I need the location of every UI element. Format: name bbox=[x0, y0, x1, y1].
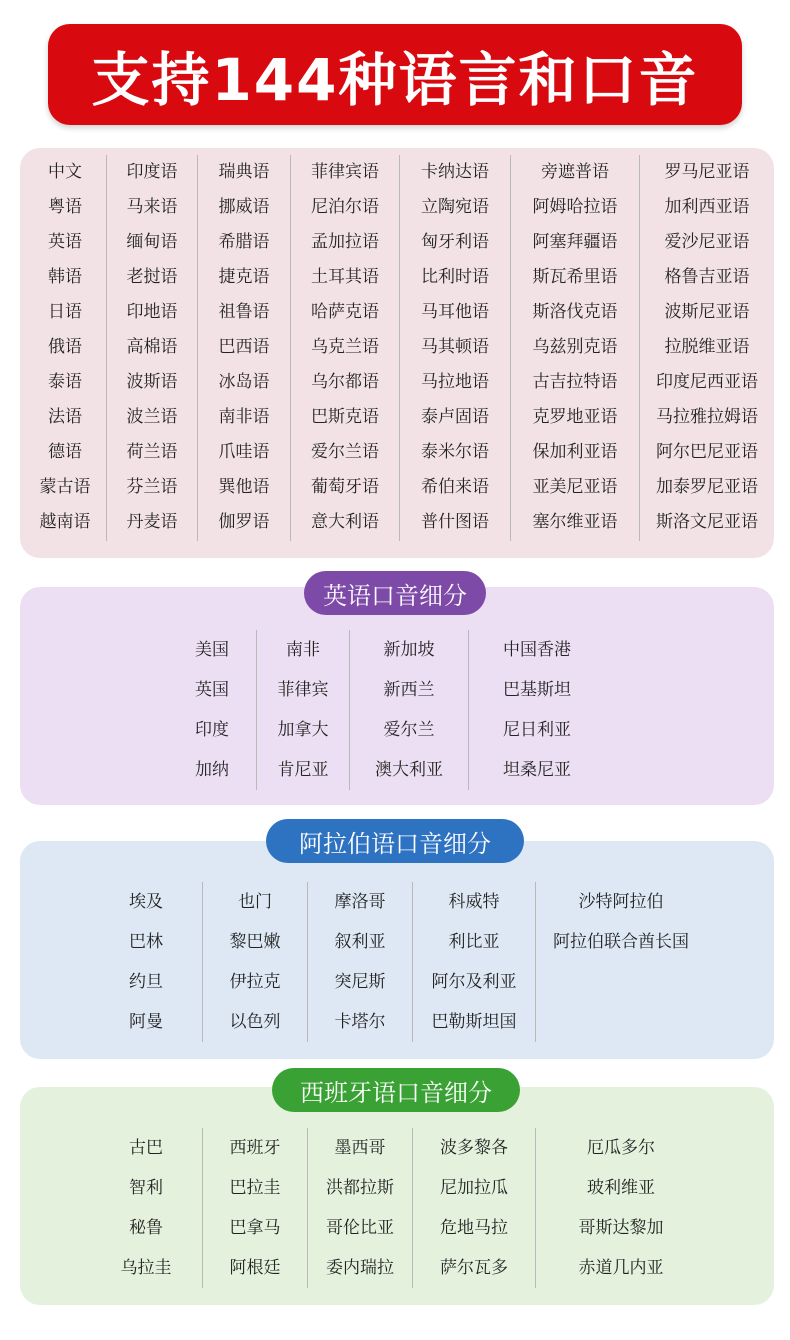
english-item: 英国 bbox=[195, 680, 229, 700]
english-column bbox=[168, 630, 257, 790]
arabic-column bbox=[413, 882, 536, 1042]
english-item: 加拿大 bbox=[277, 720, 329, 740]
spanish-item: 乌拉圭 bbox=[120, 1258, 172, 1278]
languages-item: 瑞典语 bbox=[218, 162, 270, 182]
languages-item: 拉脱维亚语 bbox=[664, 337, 750, 357]
page-title: 支持144种语言和口音 bbox=[91, 45, 699, 114]
spanish-item: 波多黎各 bbox=[440, 1138, 508, 1158]
languages-item: 芬兰语 bbox=[126, 477, 178, 497]
languages-column bbox=[640, 155, 774, 541]
languages-item: 乌克兰语 bbox=[311, 337, 379, 357]
english-item: 爱尔兰 bbox=[383, 720, 435, 740]
languages-item: 阿塞拜疆语 bbox=[532, 232, 618, 252]
english-column bbox=[469, 630, 605, 790]
languages-item: 意大利语 bbox=[311, 512, 379, 532]
english-item: 尼日利亚 bbox=[503, 720, 571, 740]
english-item: 中国香港 bbox=[503, 640, 571, 660]
languages-item: 爱沙尼亚语 bbox=[664, 232, 750, 252]
languages-item: 希腊语 bbox=[218, 232, 270, 252]
languages-column bbox=[107, 155, 198, 541]
languages-column bbox=[400, 155, 511, 541]
spanish-column bbox=[413, 1128, 536, 1288]
spanish-item: 萨尔瓦多 bbox=[440, 1258, 508, 1278]
arabic-column bbox=[536, 882, 706, 1042]
languages-item: 罗马尼亚语 bbox=[664, 162, 750, 182]
languages-item: 旁遮普语 bbox=[541, 162, 609, 182]
languages-item: 乌尔都语 bbox=[311, 372, 379, 392]
languages-item: 乌兹别克语 bbox=[532, 337, 618, 357]
spanish-item: 巴拉圭 bbox=[229, 1178, 281, 1198]
languages-item: 韩语 bbox=[48, 267, 82, 287]
languages-item: 印度语 bbox=[126, 162, 178, 182]
languages-item: 斯洛伐克语 bbox=[532, 302, 618, 322]
languages-item: 爪哇语 bbox=[218, 442, 270, 462]
languages-item: 阿尔巴尼亚语 bbox=[656, 442, 758, 462]
languages-item: 荷兰语 bbox=[126, 442, 178, 462]
spanish-item: 哥斯达黎加 bbox=[578, 1218, 664, 1238]
languages-item: 哈萨克语 bbox=[311, 302, 379, 322]
languages-item: 斯洛文尼亚语 bbox=[656, 512, 758, 532]
languages-item: 马拉地语 bbox=[421, 372, 489, 392]
arabic-column bbox=[90, 882, 203, 1042]
languages-item: 印度尼西亚语 bbox=[656, 372, 758, 392]
languages-item: 古吉拉特语 bbox=[532, 372, 618, 392]
languages-item: 英语 bbox=[48, 232, 82, 252]
spanish-column bbox=[90, 1128, 203, 1288]
languages-item: 普什图语 bbox=[421, 512, 489, 532]
spanish-item: 洪都拉斯 bbox=[326, 1178, 394, 1198]
arabic-item: 突尼斯 bbox=[334, 972, 386, 992]
languages-item: 巽他语 bbox=[218, 477, 270, 497]
languages-item: 比利时语 bbox=[421, 267, 489, 287]
spanish-accents-grid bbox=[90, 1128, 706, 1288]
arabic-item: 约旦 bbox=[129, 972, 163, 992]
languages-item: 印地语 bbox=[126, 302, 178, 322]
spanish-accents-label: 西班牙语口音细分 bbox=[272, 1068, 520, 1112]
languages-grid bbox=[24, 155, 774, 541]
languages-item: 波兰语 bbox=[126, 407, 178, 427]
spanish-item: 赤道几内亚 bbox=[578, 1258, 664, 1278]
arabic-accents-label: 阿拉伯语口音细分 bbox=[266, 819, 524, 863]
languages-item: 克罗地亚语 bbox=[532, 407, 618, 427]
languages-item: 蒙古语 bbox=[39, 477, 91, 497]
spanish-item: 墨西哥 bbox=[334, 1138, 386, 1158]
languages-item: 格鲁吉亚语 bbox=[664, 267, 750, 287]
languages-item: 立陶宛语 bbox=[421, 197, 489, 217]
english-item: 肯尼亚 bbox=[277, 760, 329, 780]
english-item: 印度 bbox=[195, 720, 229, 740]
languages-column bbox=[24, 155, 107, 541]
spanish-item: 巴拿马 bbox=[229, 1218, 281, 1238]
spanish-item: 秘鲁 bbox=[129, 1218, 163, 1238]
title-banner bbox=[48, 24, 742, 125]
languages-item: 匈牙利语 bbox=[421, 232, 489, 252]
languages-item: 孟加拉语 bbox=[311, 232, 379, 252]
arabic-column bbox=[203, 882, 308, 1042]
spanish-item: 厄瓜多尔 bbox=[587, 1138, 655, 1158]
languages-item: 捷克语 bbox=[218, 267, 270, 287]
spanish-item: 尼加拉瓜 bbox=[440, 1178, 508, 1198]
languages-item: 日语 bbox=[48, 302, 82, 322]
spanish-item: 哥伦比亚 bbox=[326, 1218, 394, 1238]
languages-item: 老挝语 bbox=[126, 267, 178, 287]
arabic-item: 巴勒斯坦国 bbox=[431, 1012, 517, 1032]
languages-item: 巴西语 bbox=[218, 337, 270, 357]
arabic-item: 阿曼 bbox=[129, 1012, 163, 1032]
english-column bbox=[257, 630, 350, 790]
languages-item: 祖鲁语 bbox=[218, 302, 270, 322]
arabic-item: 阿尔及利亚 bbox=[431, 972, 517, 992]
spanish-item: 古巴 bbox=[129, 1138, 163, 1158]
languages-item: 俄语 bbox=[48, 337, 82, 357]
spanish-column bbox=[536, 1128, 706, 1288]
arabic-item: 巴林 bbox=[129, 932, 163, 952]
arabic-item: 以色列 bbox=[229, 1012, 281, 1032]
languages-item: 马耳他语 bbox=[421, 302, 489, 322]
languages-item: 挪威语 bbox=[218, 197, 270, 217]
languages-item: 南非语 bbox=[218, 407, 270, 427]
arabic-item: 叙利亚 bbox=[334, 932, 386, 952]
arabic-item: 黎巴嫩 bbox=[229, 932, 281, 952]
arabic-item: 埃及 bbox=[129, 892, 163, 912]
languages-column bbox=[291, 155, 400, 541]
languages-item: 加利西亚语 bbox=[664, 197, 750, 217]
languages-item: 马拉雅拉姆语 bbox=[656, 407, 758, 427]
spanish-column bbox=[203, 1128, 308, 1288]
english-accents-grid bbox=[168, 630, 605, 790]
languages-item: 中文 bbox=[48, 162, 82, 182]
languages-item: 缅甸语 bbox=[126, 232, 178, 252]
spanish-item: 智利 bbox=[129, 1178, 163, 1198]
arabic-item: 卡塔尔 bbox=[334, 1012, 386, 1032]
arabic-item: 伊拉克 bbox=[229, 972, 281, 992]
languages-column bbox=[198, 155, 291, 541]
languages-item: 土耳其语 bbox=[311, 267, 379, 287]
languages-item: 亚美尼亚语 bbox=[532, 477, 618, 497]
arabic-item: 科威特 bbox=[448, 892, 500, 912]
english-item: 菲律宾 bbox=[277, 680, 329, 700]
languages-item: 希伯来语 bbox=[421, 477, 489, 497]
languages-item: 爱尔兰语 bbox=[311, 442, 379, 462]
languages-item: 马其顿语 bbox=[421, 337, 489, 357]
languages-item: 葡萄牙语 bbox=[311, 477, 379, 497]
english-item: 新加坡 bbox=[383, 640, 435, 660]
spanish-item: 西班牙 bbox=[229, 1138, 281, 1158]
languages-item: 高棉语 bbox=[126, 337, 178, 357]
arabic-accents-grid bbox=[90, 882, 706, 1042]
languages-item: 加泰罗尼亚语 bbox=[656, 477, 758, 497]
languages-item: 巴斯克语 bbox=[311, 407, 379, 427]
english-item: 坦桑尼亚 bbox=[503, 760, 571, 780]
english-item: 美国 bbox=[195, 640, 229, 660]
languages-item: 伽罗语 bbox=[218, 512, 270, 532]
languages-item: 保加利亚语 bbox=[532, 442, 618, 462]
languages-item: 波斯尼亚语 bbox=[664, 302, 750, 322]
english-accents-label: 英语口音细分 bbox=[304, 571, 486, 615]
languages-item: 泰卢固语 bbox=[421, 407, 489, 427]
languages-item: 塞尔维亚语 bbox=[532, 512, 618, 532]
english-column bbox=[350, 630, 469, 790]
languages-item: 菲律宾语 bbox=[311, 162, 379, 182]
languages-item: 卡纳达语 bbox=[421, 162, 489, 182]
languages-item: 法语 bbox=[48, 407, 82, 427]
languages-item: 尼泊尔语 bbox=[311, 197, 379, 217]
arabic-item: 阿拉伯联合酋长国 bbox=[553, 932, 689, 952]
languages-item: 泰语 bbox=[48, 372, 82, 392]
spanish-item: 危地马拉 bbox=[440, 1218, 508, 1238]
english-item: 南非 bbox=[286, 640, 320, 660]
spanish-column bbox=[308, 1128, 413, 1288]
arabic-column bbox=[308, 882, 413, 1042]
languages-item: 波斯语 bbox=[126, 372, 178, 392]
languages-item: 冰岛语 bbox=[218, 372, 270, 392]
arabic-item: 摩洛哥 bbox=[334, 892, 386, 912]
languages-item: 阿姆哈拉语 bbox=[532, 197, 618, 217]
english-item: 新西兰 bbox=[383, 680, 435, 700]
arabic-item: 利比亚 bbox=[448, 932, 500, 952]
spanish-item: 阿根廷 bbox=[229, 1258, 281, 1278]
languages-item: 越南语 bbox=[39, 512, 91, 532]
languages-item: 德语 bbox=[48, 442, 82, 462]
languages-item: 丹麦语 bbox=[126, 512, 178, 532]
languages-item: 马来语 bbox=[126, 197, 178, 217]
spanish-item: 委内瑞拉 bbox=[326, 1258, 394, 1278]
spanish-item: 玻利维亚 bbox=[587, 1178, 655, 1198]
english-item: 加纳 bbox=[195, 760, 229, 780]
english-item: 澳大利亚 bbox=[375, 760, 443, 780]
languages-item: 斯瓦希里语 bbox=[532, 267, 618, 287]
arabic-item: 也门 bbox=[238, 892, 272, 912]
languages-item: 泰米尔语 bbox=[421, 442, 489, 462]
languages-column bbox=[511, 155, 640, 541]
arabic-item: 沙特阿拉伯 bbox=[578, 892, 664, 912]
english-item: 巴基斯坦 bbox=[503, 680, 571, 700]
languages-item: 粤语 bbox=[48, 197, 82, 217]
